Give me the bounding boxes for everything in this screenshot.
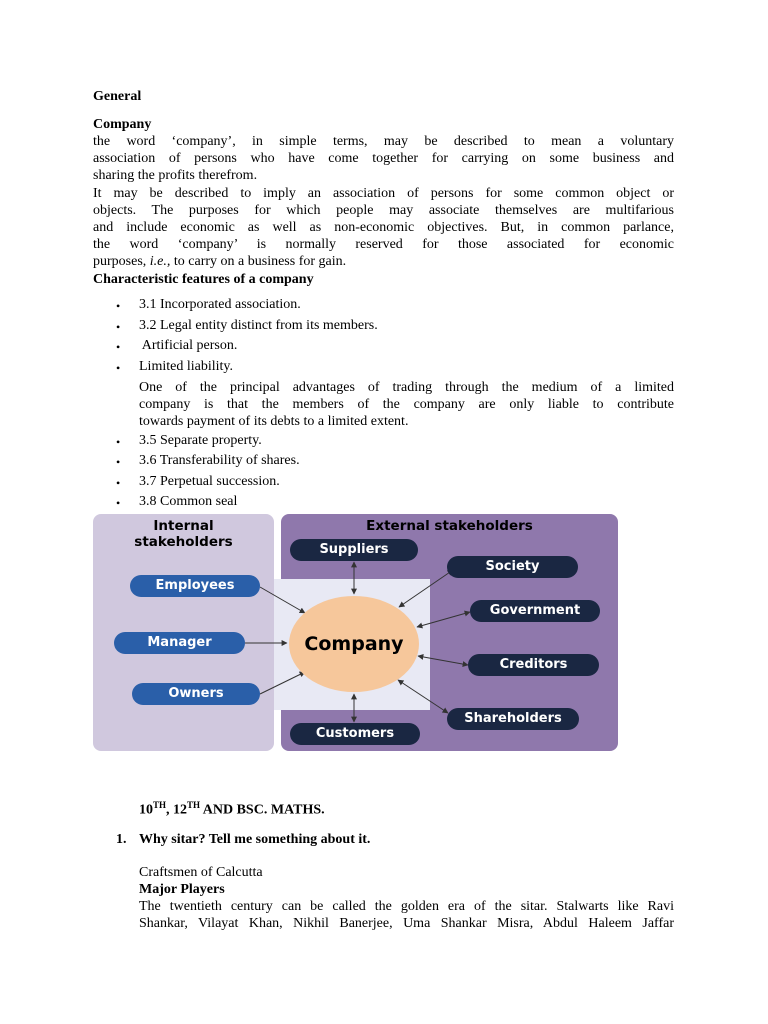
stakeholder-government: Government — [470, 600, 600, 622]
text-span: 10 — [139, 802, 153, 818]
bullet-icon: • — [116, 435, 121, 449]
list-item: 3.7 Perpetual succession. — [139, 474, 280, 489]
list-item: Limited liability. — [139, 359, 233, 374]
features-heading: Characteristic features of a company — [93, 272, 314, 287]
list-item: 3.1 Incorporated association. — [139, 297, 301, 312]
company-node: Company — [289, 596, 419, 692]
subheading-major-players: Major Players — [139, 882, 225, 897]
superscript: TH — [153, 800, 167, 810]
superscript: TH — [187, 800, 201, 810]
text-span: to carry on a business for gain. — [170, 254, 347, 269]
text-line: the word ‘company’ is normally reserved for those associated for economic — [93, 237, 674, 252]
arrow-employees — [260, 587, 305, 613]
text-line: Shankar, Vilayat Khan, Nikhil Banerjee, Uma Shankar Misra, Abdul Haleem Jaffar — [139, 916, 674, 931]
question-text: Why sitar? Tell me something about it. — [139, 832, 371, 847]
stakeholder-customers: Customers — [290, 723, 420, 745]
section-heading-company: Company — [93, 117, 152, 132]
text-line: towards payment of its debts to a limited extent. — [139, 414, 409, 429]
subheading-craftsmen: Craftsmen of Calcutta — [139, 865, 263, 880]
stakeholder-suppliers: Suppliers — [290, 539, 418, 561]
bullet-icon: • — [116, 361, 121, 375]
italic-abbreviation: i.e., — [149, 254, 171, 269]
text-line: sharing the profits therefrom. — [93, 168, 258, 183]
section-heading-general: General — [93, 89, 142, 104]
list-item: 3.8 Common seal — [139, 494, 238, 509]
text-line: One of the principal advantages of trading through the medium of a limited — [139, 380, 674, 395]
stakeholder-manager: Manager — [114, 632, 245, 654]
text-line: and include economic as well as non-economic objectives. But, in common parlance, — [93, 220, 674, 235]
question-number: 1. — [116, 832, 127, 847]
bullet-icon: • — [116, 476, 121, 490]
text-span: purposes, — [93, 254, 150, 269]
text-line: objects. The purposes for which people may associate themselves are multifarious — [93, 203, 674, 218]
text-line: The twentieth century can be called the golden era of the sitar. Stalwarts like Ravi — [139, 899, 674, 914]
title-line: Internal — [153, 518, 214, 534]
title-line: stakeholders — [134, 534, 233, 550]
arrow-shareholders — [398, 680, 448, 713]
arrow-owners — [260, 672, 305, 694]
stakeholder-employees: Employees — [130, 575, 260, 597]
text-line: It may be described to imply an association of persons for some common object or — [93, 186, 674, 201]
list-item: Artificial person. — [139, 338, 238, 353]
bullet-icon: • — [116, 496, 121, 510]
arrow-creditors — [418, 656, 468, 665]
text-line: association of persons who have come together for carrying on some business and — [93, 151, 674, 166]
stakeholder-owners: Owners — [132, 683, 260, 705]
list-item: 3.5 Separate property. — [139, 433, 262, 448]
stakeholder-shareholders: Shareholders — [447, 708, 579, 730]
sitar-paragraph — [139, 898, 674, 932]
arrow-government — [417, 612, 470, 627]
bullet-icon: • — [116, 455, 121, 469]
stakeholder-creditors: Creditors — [468, 654, 599, 676]
maths-heading — [139, 797, 325, 819]
bullet-icon: • — [116, 340, 121, 354]
stakeholder-society: Society — [447, 556, 578, 578]
text-span: , 12 — [166, 802, 188, 818]
list-item: 3.6 Transferability of shares. — [139, 453, 300, 468]
bullet-icon: • — [116, 299, 121, 313]
bullet-icon: • — [116, 320, 121, 334]
text-line: the word ‘company’, in simple terms, may be described to mean a voluntary — [93, 134, 674, 149]
arrow-society — [399, 570, 453, 607]
external-panel-title: External stakeholders — [366, 518, 533, 534]
text-span: AND BSC. MATHS. — [200, 802, 325, 818]
text-line: company is that the members of the company are only liable to contribute — [139, 397, 674, 412]
list-item: 3.2 Legal entity distinct from its members. — [139, 318, 378, 333]
